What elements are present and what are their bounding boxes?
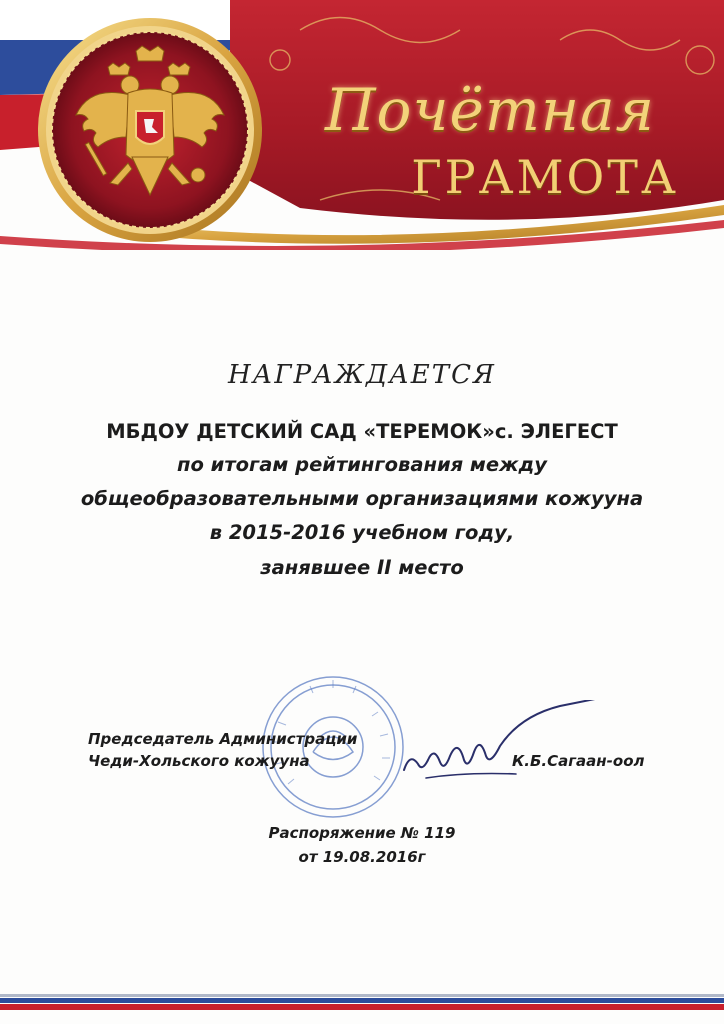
certificate-title-caps: ГРАМОТА — [411, 150, 679, 204]
order-number: Распоряжение № 119 — [268, 824, 456, 842]
certificate-title-script: Почётная — [324, 76, 656, 144]
award-text-line: в 2015-2016 учебном году, — [209, 521, 515, 544]
award-text-line: по итогам рейтингования между — [177, 453, 547, 476]
award-place: занявшее II место — [260, 556, 464, 579]
signer-name: К.Б.Сагаан-оол — [512, 752, 645, 770]
award-text-line: общеобразовательными организациями кожууна — [80, 487, 644, 510]
award-recipient: МБДОУ ДЕТСКИЙ САД «ТЕРЕМОК»с. ЭЛЕГЕСТ — [106, 420, 618, 443]
footer-flag-stripes — [0, 994, 724, 1012]
award-heading: НАГРАЖДАЕТСЯ — [227, 360, 497, 390]
signer-position-line2: Чеди-Хольского кожууна — [88, 752, 310, 770]
russian-coat-of-arms-icon — [70, 45, 230, 215]
certificate-header — [0, 0, 724, 250]
handwritten-signature-icon — [396, 700, 606, 790]
signer-position-line1: Председатель Администрации — [88, 730, 358, 748]
order-date: от 19.08.2016г — [298, 848, 426, 866]
